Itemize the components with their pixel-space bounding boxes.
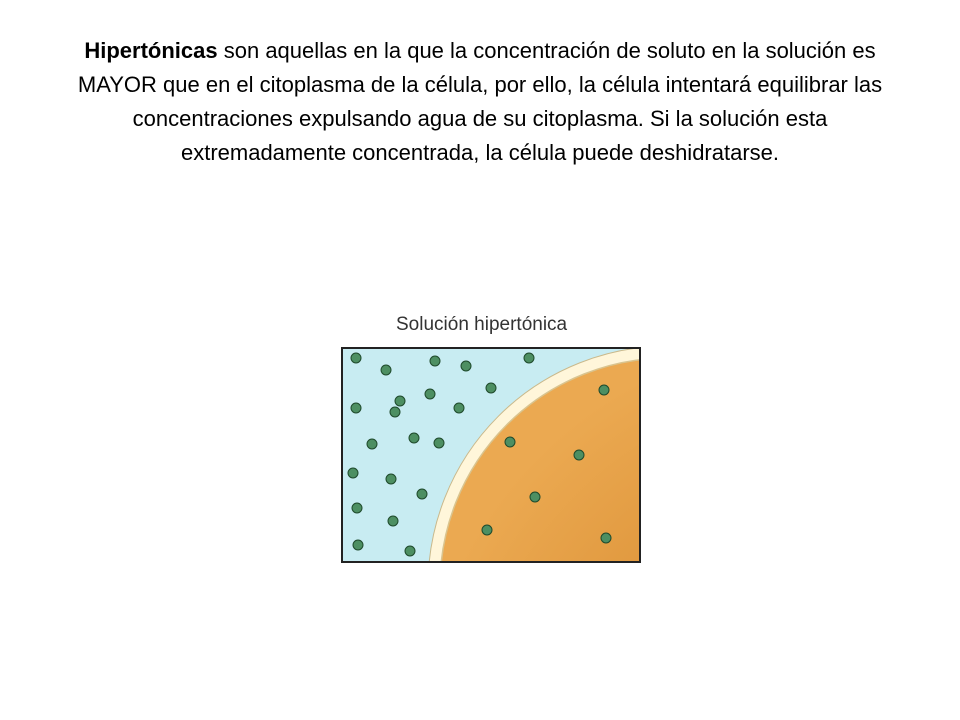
solute-particle-inside bbox=[599, 385, 609, 395]
solute-particle-outside bbox=[390, 407, 400, 417]
solute-particle-outside bbox=[395, 396, 405, 406]
description-paragraph bbox=[60, 34, 900, 170]
solute-particle-outside bbox=[388, 516, 398, 526]
solute-particle-outside bbox=[405, 546, 415, 556]
diagram-title: Solución hipertónica bbox=[396, 314, 568, 335]
solute-particle-outside bbox=[367, 439, 377, 449]
solute-particle-outside bbox=[353, 540, 363, 550]
solute-particle-outside bbox=[381, 365, 391, 375]
solute-particle-inside bbox=[530, 492, 540, 502]
solute-particle-outside bbox=[417, 489, 427, 499]
hypertonic-diagram bbox=[338, 308, 648, 570]
solute-particle-outside bbox=[434, 438, 444, 448]
solute-particle-outside bbox=[486, 383, 496, 393]
term-hipertonicas: Hipertónicas bbox=[84, 38, 218, 63]
solute-particle-outside bbox=[430, 356, 440, 366]
solute-particle-outside bbox=[461, 361, 471, 371]
solute-particle-outside bbox=[352, 503, 362, 513]
solute-particle-outside bbox=[524, 353, 534, 363]
solute-particle-inside bbox=[574, 450, 584, 460]
solute-particle-inside bbox=[505, 437, 515, 447]
solute-particle-outside bbox=[454, 403, 464, 413]
solute-particle-outside bbox=[386, 474, 396, 484]
diagram-illustration bbox=[338, 308, 648, 570]
solute-particle-inside bbox=[601, 533, 611, 543]
paragraph-body: son aquellas en la que la concentración de soluto en la solución es MAYOR que en el citoplasma de la célula, por ello, la célula intentará equilibrar las concentraciones expulsando agua de su citoplasma. Si la solución esta extremadamente concentrada, la célula puede deshidratarse. bbox=[77, 38, 883, 165]
solute-particle-inside bbox=[482, 525, 492, 535]
solute-particle-outside bbox=[348, 468, 358, 478]
solute-particle-outside bbox=[425, 389, 435, 399]
solute-particle-outside bbox=[351, 403, 361, 413]
solute-particle-outside bbox=[351, 353, 361, 363]
solute-particle-outside bbox=[409, 433, 419, 443]
